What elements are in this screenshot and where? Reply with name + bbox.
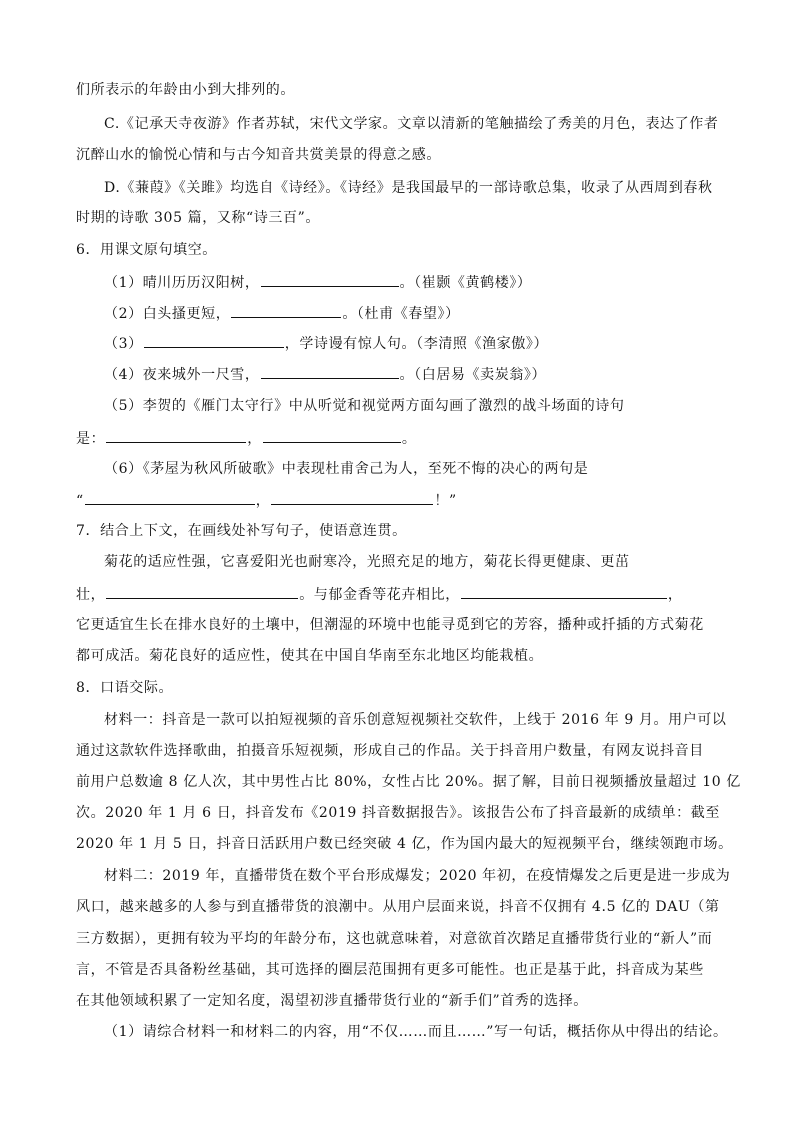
text-segment: 。（白居易《卖炭翁》） <box>399 367 547 383</box>
text-line: 们所表示的年龄由小到大排列的。 <box>76 82 295 98</box>
question-6-6: （6）《茅屋为秋风所破歌》中表现杜甫舍己为人，至死不悔的决心的两句是 <box>104 461 589 477</box>
answer-blank[interactable] <box>144 333 284 348</box>
text-segment: 。与郁金香等花卉相比， <box>299 587 460 603</box>
text-segment: 是： <box>76 431 106 447</box>
option-d-line: D.《蒹葭》《关雎》均选自《诗经》。《诗经》是我国最早的一部诗歌总集，收录了从西周到春秋 <box>104 180 713 196</box>
text-segment: （4）夜来城外一尺雪， <box>104 367 260 383</box>
question-6-heading: 6．用课文原句填空。 <box>76 242 217 258</box>
material-1-line: 通过这款软件选择歌曲，拍摄音乐短视频，形成自己的作品。关于抖音用户数量，有网友说抖音目 <box>76 743 704 759</box>
answer-blank[interactable] <box>263 428 401 443</box>
text-segment: （3） <box>104 336 143 352</box>
question-7-text: 菊花的适应性强，它喜爱阳光也耐寒冷，光照充足的地方，菊花长得更健康、更茁 <box>104 554 630 570</box>
text-segment: ， <box>667 587 683 603</box>
answer-blank[interactable] <box>461 584 667 599</box>
question-6-1 <box>104 272 744 293</box>
question-7-text: 都可成活。菊花良好的适应性，使其在中国自华南至东北地区均能栽植。 <box>76 648 544 664</box>
material-2-line: 言，不管是否具备粉丝基础，其可选择的圈层范围拥有更多可能性。也正是基于此，抖音成为某些 <box>76 962 704 978</box>
question-6-2 <box>104 303 744 324</box>
question-6-5-answer <box>76 428 716 449</box>
material-1-line: 次。2020 年 1 月 6 日，抖音发布《2019 抖音数据报告》。该报告公布了抖音最新的成绩单：截至 <box>76 805 720 821</box>
question-8-1: （1）请综合材料一和材料二的内容，用“不仅……而且……”写一句话，概括你从中得出的结论。 <box>104 1024 728 1040</box>
answer-blank[interactable] <box>261 364 399 379</box>
material-2-line: 风口，越来越多的人参与到直播带货的浪潮中。从用户层面来说，抖音不仅拥有 4.5 亿的 DAU（第 <box>76 899 720 915</box>
material-1-line: 材料一：抖音是一款可以拍短视频的音乐创意短视频社交软件，上线于 2016 年 9 月。用户可以 <box>104 712 727 728</box>
question-7-text: 它更适宜生长在排水良好的土壤中，但潮湿的环境中也能寻觅到它的芳容，播种或扦插的方式菊花 <box>76 617 704 633</box>
question-6-4 <box>104 364 744 385</box>
question-7-heading: 7．结合上下文，在画线处补写句子，使语意连贯。 <box>76 523 407 539</box>
text-segment: “ <box>76 493 84 509</box>
material-2-line: 三方数据），更拥有较为平均的年龄分布，这也就意味着，对意欲首次踏足直播带货行业的“新人”而 <box>76 931 713 947</box>
answer-blank[interactable] <box>85 490 255 505</box>
material-1-line: 前用户总数逾 8 亿人次，其中男性占比 80%，女性占比 20%。据了解，目前日视频播放量超过 10 亿 <box>76 774 741 790</box>
answer-blank[interactable] <box>231 303 341 318</box>
text-segment: ， <box>255 493 271 509</box>
text-segment: ， <box>247 431 262 447</box>
question-6-5: （5）李贺的《雁门太守行》中从听觉和视觉两方面勾画了激烈的战斗场面的诗句 <box>104 398 625 414</box>
text-segment: ，学诗谩有惊人句。（李清照《渔家傲》） <box>284 336 549 352</box>
question-7-fill-line <box>76 584 716 605</box>
material-1-line: 2020 年 1 月 5 日，抖音日活跃用户数已经突破 4 亿，作为国内最大的短视频平台，继续领跑市场。 <box>76 836 733 852</box>
question-6-6-answer <box>76 490 716 511</box>
text-segment: 壮， <box>76 587 106 603</box>
text-segment: （2）白头搔更短， <box>104 306 231 322</box>
material-2-line: 在其他领域积累了一定知名度，渴望初涉直播带货行业的“新手们”首秀的选择。 <box>76 993 588 1009</box>
text-segment: 。（崔颢《黄鹤楼》） <box>399 275 532 291</box>
answer-blank[interactable] <box>106 584 298 599</box>
text-segment: 。 <box>401 431 417 447</box>
material-2-line: 材料二：2019 年，直播带货在数个平台形成爆发；2020 年初，在疫情爆发之后更是进一步成为 <box>104 868 731 884</box>
text-segment: ！” <box>434 493 457 509</box>
question-6-3 <box>104 333 744 354</box>
answer-blank[interactable] <box>106 428 246 443</box>
text-line: 沉醉山水的愉悦心情和与古今知音共赏美景的得意之感。 <box>76 147 441 163</box>
option-c-line: C.《记承天寺夜游》作者苏轼，宋代文学家。文章以清新的笔触描绘了秀美的月色，表达了作者 <box>104 116 719 132</box>
text-line: 时期的诗歌 305 篇，又称“诗三百”。 <box>76 210 320 226</box>
text-segment: （1）晴川历历汉阳树， <box>104 275 260 291</box>
answer-blank[interactable] <box>261 272 399 287</box>
answer-blank[interactable] <box>271 490 433 505</box>
question-8-heading: 8．口语交际。 <box>76 680 174 696</box>
text-segment: 。（杜甫《春望》） <box>342 306 460 322</box>
